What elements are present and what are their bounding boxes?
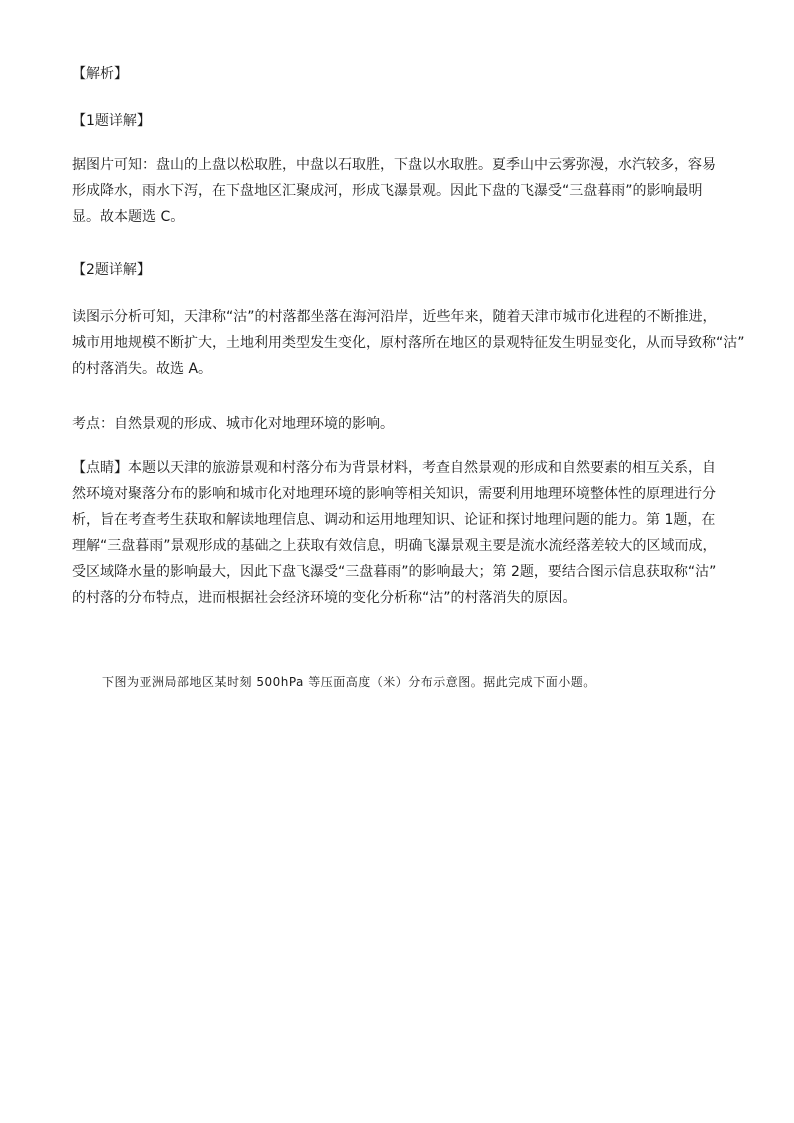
q2-line-3: 的村落消失。故选 A。: [72, 361, 213, 377]
q1-line-3: 显。故本题选 C。: [72, 209, 185, 225]
q2-heading: 【2题详解】: [72, 262, 151, 278]
q1-heading: 【1题详解】: [72, 113, 151, 129]
dianjing-line-6: 的村落的分布特点，进而根据社会经济环境的变化分析称“沽”的村落消失的原因。: [72, 590, 577, 606]
analysis-heading: 【解析】: [72, 66, 128, 82]
kaodian-text: 考点：自然景观的形成、城市化对地理环境的影响。: [72, 416, 394, 432]
dianjing-line-5: 受区域降水量的影响最大，因此下盘飞瀑受“三盘暮雨”的影响最大；第 2题，要结合图示信息获取称“沽”: [72, 564, 717, 580]
dianjing-line-1: 【点睛】本题以天津的旅游景观和村落分布为背景材料，考查自然景观的形成和自然要素的相互关系，自: [72, 460, 716, 476]
dianjing-line-4: 理解“三盘暮雨”景观形成的基础之上获取有效信息，明确飞瀑景观主要是流水流经落差较大的区域而成，: [72, 538, 717, 554]
dianjing-paragraph: [72, 455, 722, 611]
next-question-intro: 下图为亚洲局部地区某时刻 500hPa 等压面高度（米）分布示意图。据此完成下面小题。: [102, 675, 596, 689]
q1-line-1: 据图片可知：盘山的上盘以松取胜，中盘以石取胜，下盘以水取胜。夏季山中云雾弥漫，水汽较多，容易: [72, 157, 716, 173]
q2-paragraph: [72, 304, 745, 382]
dianjing-line-3: 析，旨在考查考生获取和解读地理信息、调动和运用地理知识、论证和探讨地理问题的能力。第 1题，在: [72, 512, 716, 528]
q2-line-2: 城市用地规模不断扩大，土地利用类型发生变化，原村落所在地区的景观特征发生明显变化，从而导致称“沽”: [72, 335, 745, 351]
dianjing-line-2: 然环境对聚落分布的影响和城市化对地理环境的影响等相关知识，需要利用地理环境整体性的原理进行分: [72, 486, 716, 502]
q1-paragraph: [72, 152, 722, 230]
q1-line-2: 形成降水，雨水下泻，在下盘地区汇聚成河，形成飞瀑景观。因此下盘的飞瀑受“三盘暮雨”的影响最明: [72, 183, 703, 199]
q2-line-1: 读图示分析可知，天津称“沽”的村落都坐落在海河沿岸，近些年来，随着天津市城市化进程的不断推进，: [72, 309, 717, 325]
